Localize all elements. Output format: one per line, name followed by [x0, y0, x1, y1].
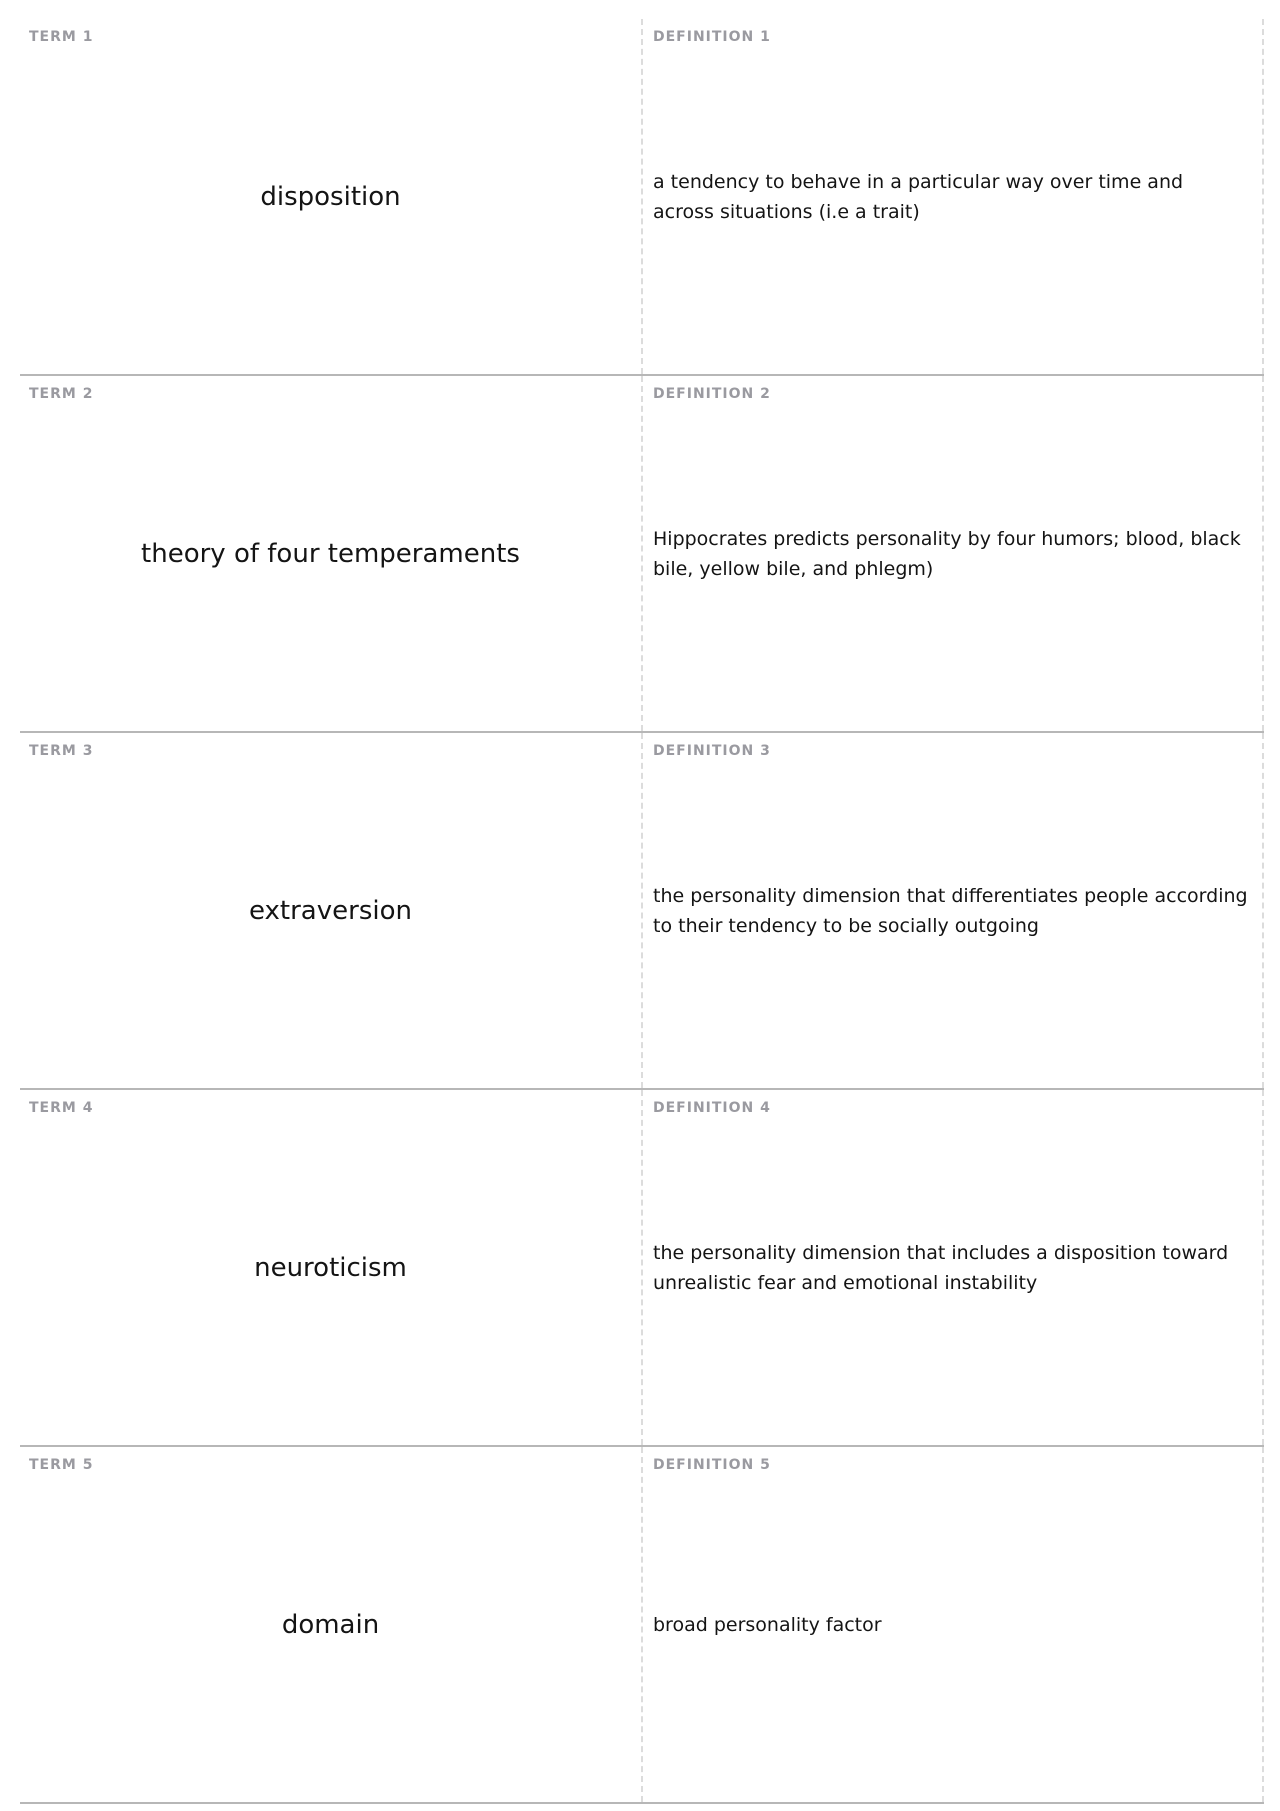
definition-label: DEFINITION 1: [653, 29, 771, 45]
definition-text: [653, 19, 1248, 374]
definition-cell: [643, 1090, 1264, 1445]
term-text: [20, 376, 641, 731]
term-cell: [20, 19, 643, 374]
flashcard-row: [20, 733, 1264, 1090]
term-value: theory of four temperaments: [141, 538, 520, 569]
term-label: TERM 5: [29, 1457, 94, 1473]
definition-value: broad personality factor: [653, 1613, 882, 1636]
term-label: TERM 3: [29, 743, 94, 759]
definition-value: a tendency to behave in a particular way over time and across situations (i.e a trait): [653, 170, 1184, 223]
definition-text: [653, 376, 1248, 731]
term-text: [20, 733, 641, 1088]
definition-cell: [643, 1447, 1264, 1802]
term-text: [20, 19, 641, 374]
flashcard-row: [20, 1447, 1264, 1804]
definition-label: DEFINITION 5: [653, 1457, 771, 1473]
definition-cell: [643, 376, 1264, 731]
flashcard-row: [20, 19, 1264, 376]
term-cell: [20, 1447, 643, 1802]
flashcard-row: [20, 376, 1264, 733]
definition-cell: [643, 733, 1264, 1088]
flashcard-row: [20, 1090, 1264, 1447]
definition-text: [653, 733, 1248, 1088]
term-label: TERM 4: [29, 1100, 94, 1116]
definition-value: Hippocrates predicts personality by four humors; blood, black bile, yellow bile, and phlegm): [653, 527, 1241, 580]
definition-value: the personality dimension that differentiates people according to their tendency to be socially outgoing: [653, 884, 1248, 937]
definition-label: DEFINITION 3: [653, 743, 771, 759]
term-value: disposition: [260, 181, 401, 212]
term-cell: [20, 376, 643, 731]
term-label: TERM 2: [29, 386, 94, 402]
definition-value: the personality dimension that includes a disposition toward unrealistic fear and emotional instability: [653, 1241, 1229, 1294]
term-label: TERM 1: [29, 29, 94, 45]
term-cell: [20, 733, 643, 1088]
term-text: [20, 1090, 641, 1445]
term-text: [20, 1447, 641, 1802]
term-value: extraversion: [249, 895, 412, 926]
term-cell: [20, 1090, 643, 1445]
definition-text: [653, 1447, 1248, 1802]
definition-cell: [643, 19, 1264, 374]
definition-label: DEFINITION 4: [653, 1100, 771, 1116]
definition-text: [653, 1090, 1248, 1445]
definition-label: DEFINITION 2: [653, 386, 771, 402]
flashcard-sheet: [20, 19, 1264, 1804]
term-value: domain: [281, 1609, 380, 1640]
term-value: neuroticism: [254, 1252, 407, 1283]
